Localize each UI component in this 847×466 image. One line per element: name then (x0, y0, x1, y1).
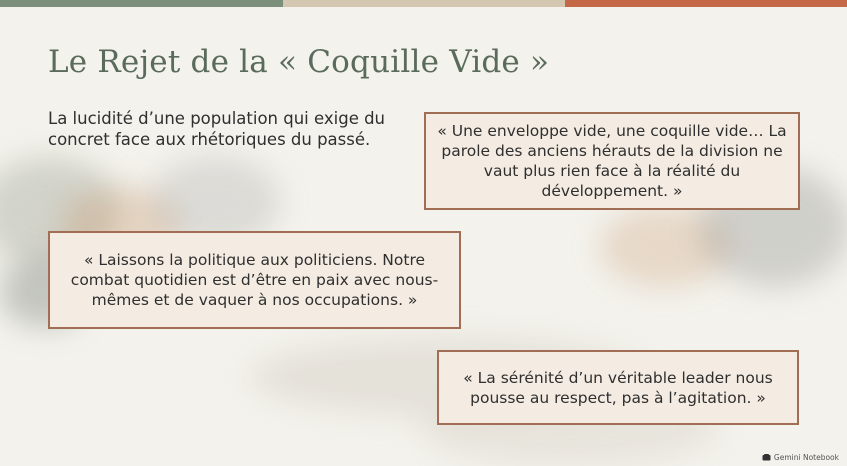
gemini-notebook-logo (762, 453, 839, 462)
quote-text-2: « Laissons la politique aux politiciens. Notre combat quotidien est d’être en paix avec nous-mêmes et de vaquer à nos occupations. » (70, 251, 439, 309)
quote-card-1 (424, 112, 800, 210)
slide-title: Le Rejet de la « Coquille Vide » (48, 44, 550, 80)
quote-text-3: « La sérénité d’un véritable leader nous pousse au respect, pas à l’agitation. » (463, 368, 773, 407)
brand-label: Gemini Notebook (773, 453, 839, 462)
top-bar-beige (283, 0, 565, 7)
quote-card-2 (48, 231, 461, 329)
top-bar-terracotta (565, 0, 847, 7)
top-bar-sage (0, 0, 283, 7)
top-color-bar (0, 0, 847, 7)
notebook-logo-icon (762, 454, 771, 461)
quote-card-3 (437, 350, 799, 425)
slide-subtitle: La lucidité d’une population qui exige du concret face aux rhétoriques du passé. (48, 109, 386, 149)
quote-text-1: « Une enveloppe vide, une coquille vide… La parole des anciens hérauts de la division ne vaut plus rien face à la réalité du développement. » (437, 122, 787, 200)
